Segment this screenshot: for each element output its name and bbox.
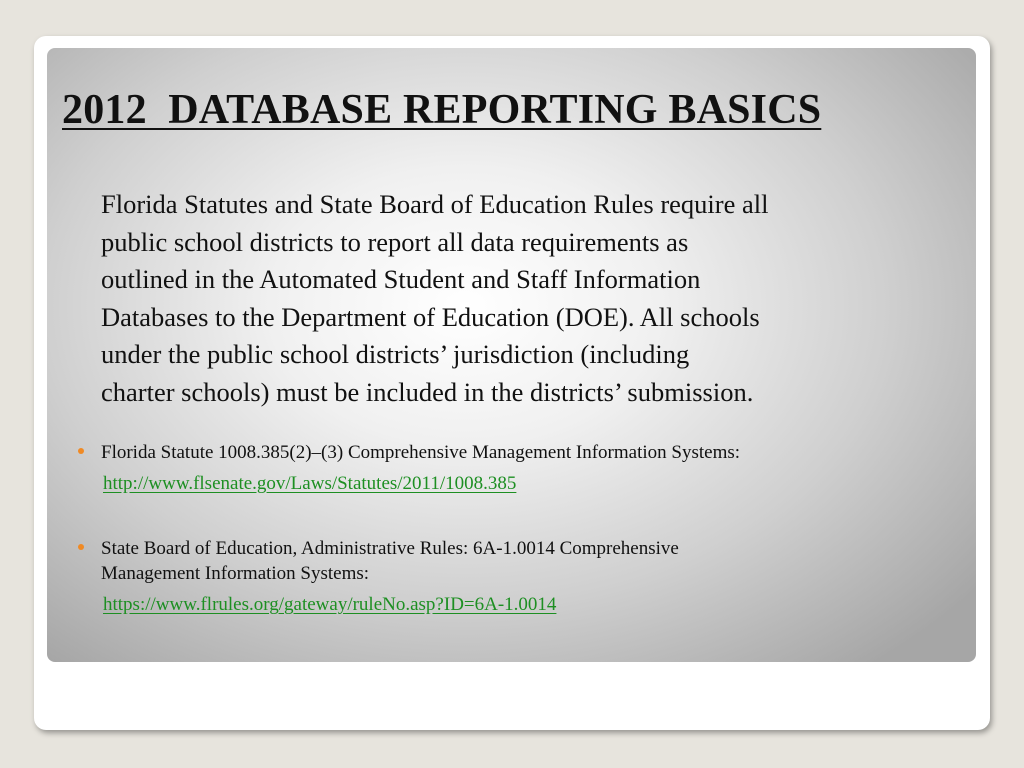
statute-link[interactable]: http://www.flsenate.gov/Laws/Statutes/2011/1008.385 [103, 473, 517, 494]
bullet-dot-icon [78, 448, 84, 454]
bullet-item-rules [78, 536, 958, 616]
rules-link[interactable]: https://www.flrules.org/gateway/ruleNo.asp?ID=6A-1.0014 [103, 594, 557, 615]
bullet-item-statute [78, 440, 958, 495]
bullet-dot-icon [78, 544, 84, 550]
bullet-text: State Board of Education, Administrative Rules: 6A-1.0014 Comprehensive Management Information Systems: [101, 538, 679, 584]
intro-paragraph: Florida Statutes and State Board of Education Rules require all public school districts to report all data requirements as outlined in the Automated Student and Staff Information Databases to the Department of Education (DOE). All schools under the public school districts’ jurisdiction (including charter schools) must be included in the districts’ submission. [101, 189, 769, 407]
slide-title: 2012 DATABASE REPORTING BASICS [62, 87, 822, 133]
bullet-text: Florida Statute 1008.385(2)–(3) Comprehensive Management Information Systems: [101, 442, 741, 463]
